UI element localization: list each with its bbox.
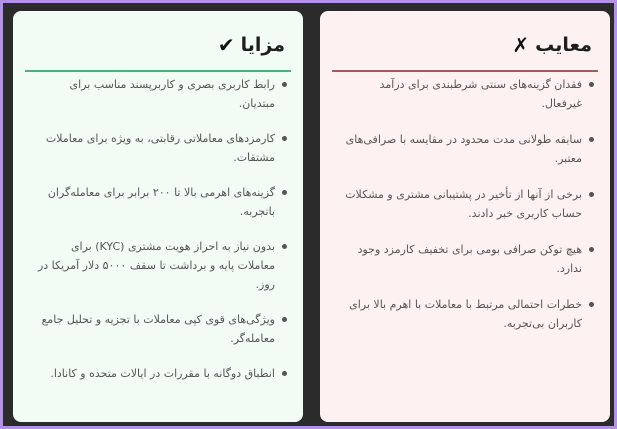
cons-divider [332,70,598,72]
pros-divider [25,70,291,72]
bullet-icon [282,82,287,87]
pros-header [218,33,285,57]
list-item [342,130,594,168]
bullet-icon [589,137,594,142]
pros-item-text: کارمزدهای معاملاتی رقابتی، به ویژه برای معاملات مشتقات. [45,132,275,164]
bullet-icon [589,247,594,252]
bullet-icon [589,302,594,307]
bullet-icon [282,190,287,195]
bullet-icon [589,82,594,87]
pros-list [35,75,287,399]
pros-item-text: انطباق دوگانه با مقررات در ایالات متحده و کانادا. [50,367,275,380]
list-item [35,75,287,113]
check-mark-icon: ✔ [217,33,235,57]
bullet-icon [282,317,287,322]
pros-item-text: رابط کاربری بصری و کاربرپسند مناسب برای مبتدیان. [69,78,275,110]
cons-list [342,75,594,350]
bullet-icon [589,192,594,197]
cons-card [320,11,610,422]
pros-item-text: ویژگی‌های قوی کپی معاملات با تجزیه و تحلیل جامع معامله‌گر. [41,313,275,345]
cons-title: معایب [535,34,592,56]
cons-item-text: برخی از آنها از تأخیر در پشتیبانی مشتری و مشکلات حساب کاربری خبر دادند. [345,188,582,220]
x-mark-icon: ✗ [512,33,530,57]
list-item [35,364,287,383]
list-item [342,75,594,113]
bullet-icon [282,136,287,141]
content-background [3,3,614,426]
bullet-icon [282,244,287,249]
list-item [35,183,287,221]
bullet-icon [282,371,287,376]
cons-item-text: هیچ توکن صرافی بومی برای تخفیف کارمزد وجود ندارد. [357,243,582,275]
cons-item-text: سابقه طولانی مدت محدود در مقایسه با صرافی‌های معتبر. [345,133,582,165]
pros-title: مزایا [240,34,285,56]
pros-item-text: گزینه‌های اهرمی بالا تا ۲۰۰ برابر برای معامله‌گران باتجربه. [47,186,275,218]
list-item [342,185,594,223]
pros-card [13,11,303,422]
list-item [35,237,287,294]
list-item [35,310,287,348]
list-item [342,240,594,278]
list-item [342,295,594,333]
pros-item-text: بدون نیاز به احراز هویت مشتری (KYC) برای معاملات پایه و برداشت تا سقف ۵۰۰۰ دلار آمریکا در روز. [37,240,275,291]
cons-header [512,33,592,57]
cons-item-text: خطرات احتمالی مرتبط با معاملات با اهرم بالا برای کاربران بی‌تجربه. [349,298,582,330]
list-item [35,129,287,167]
cons-item-text: فقدان گزینه‌های سنتی شرطبندی برای درآمد غیرفعال. [379,78,582,110]
